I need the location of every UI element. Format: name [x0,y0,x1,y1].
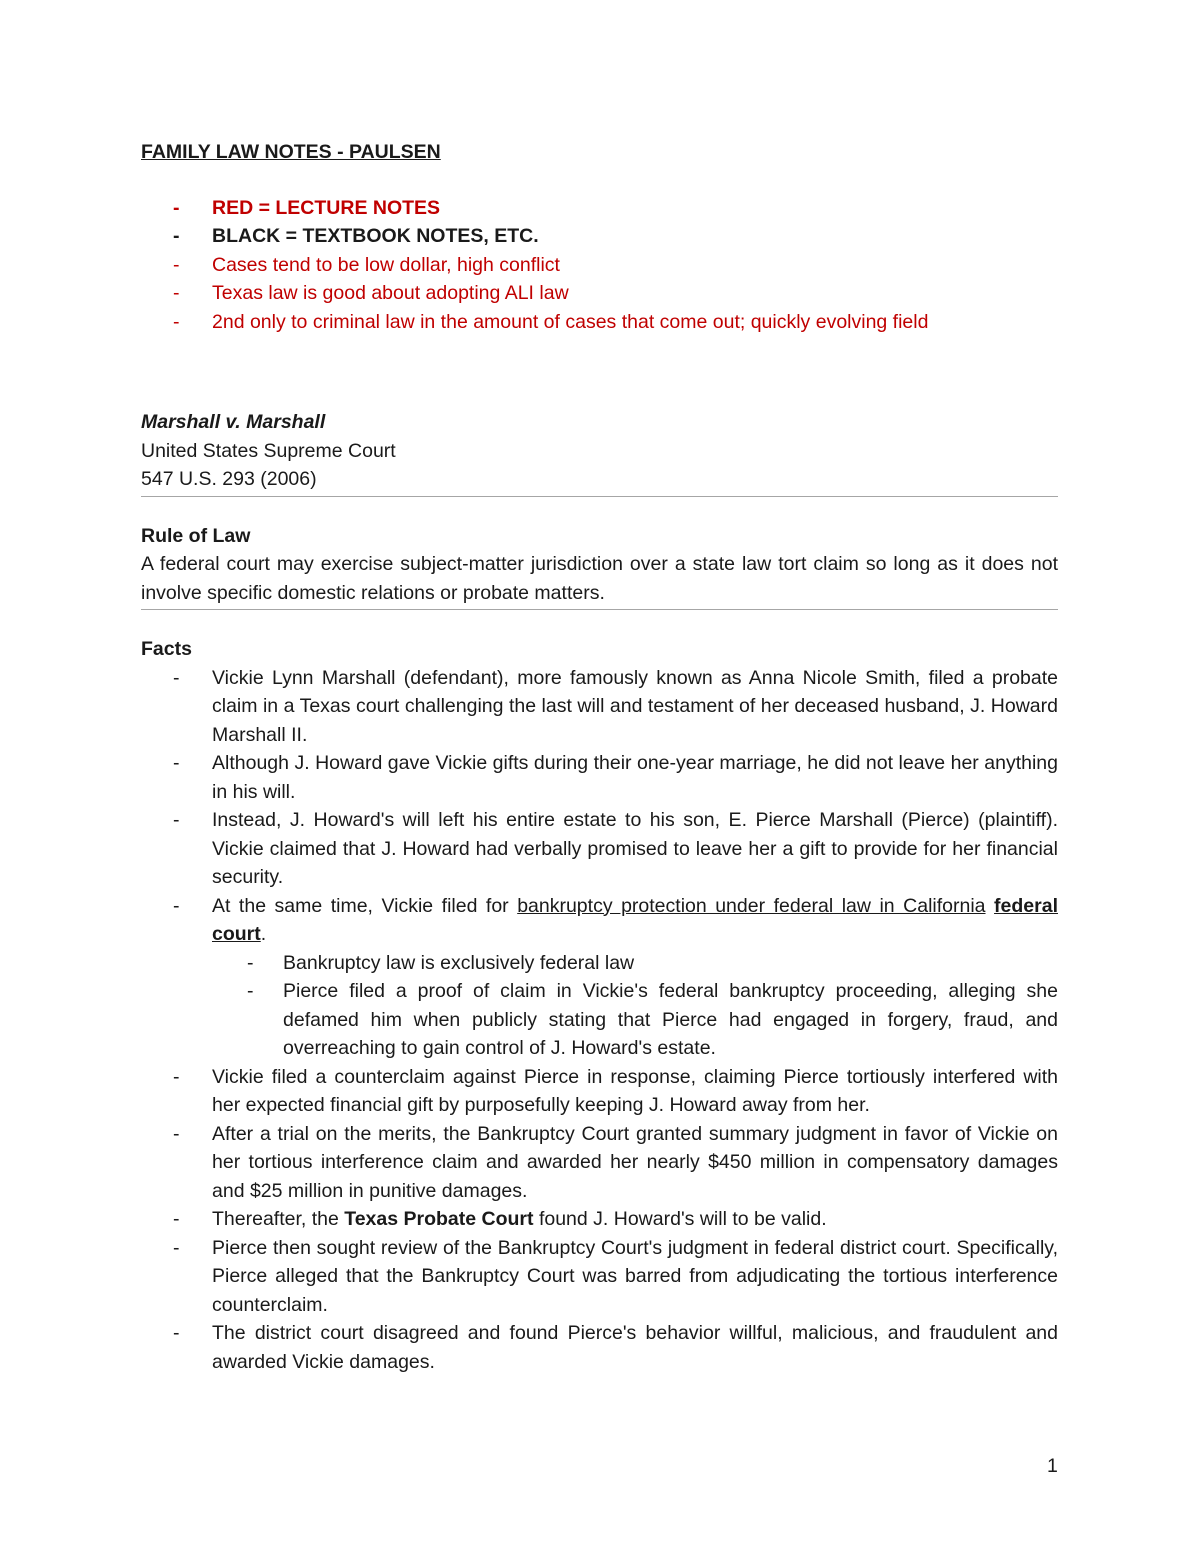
fact-text: Although J. Howard gave Vickie gifts during their one-year marriage, he did not leave her anything in his will. [212,752,1058,803]
case-name: Marshall v. Marshall [141,411,326,433]
fact-bold-text: Texas Probate Court [344,1208,534,1230]
fact-text-part: found J. Howard's will to be valid. [533,1208,827,1230]
bullet-dash: - [173,1065,180,1088]
bullet-dash: - [173,1122,180,1145]
bullet-dash: - [173,809,180,831]
fact-text: After a trial on the merits, the Bankruptcy Court granted summary judgment in favor of Vickie on her tortious interference claim and awarded her nearly $450 million in compensatory damages and $25 million in punitive damages. [212,1122,1058,1202]
fact-text: Instead, J. Howard's will left his entire estate to his son, E. Pierce Marshall (Pierce) (plaintiff). Vickie claimed that J. Howard had verbally promised to leave her a gift to provide for her financial security. [212,809,1058,888]
fact-text-part [986,895,995,917]
bullet-dash: - [173,1208,180,1230]
bullet-dash: - [173,282,180,304]
lecture-note-text: Cases tend to be low dollar, high conflict [212,253,560,276]
fact-item [141,664,1058,750]
fact-item [141,892,1058,1063]
page-number: 1 [1047,1455,1058,1477]
bullet-dash: - [173,752,180,774]
fact-subitem [212,949,1058,978]
bullet-dash: - [173,253,180,276]
bullet-dash: - [173,196,180,219]
lecture-note-item [141,308,1058,337]
case-citation: 547 U.S. 293 (2006) [141,468,317,490]
fact-text-part: Thereafter, the [212,1208,345,1230]
rule-of-law-heading: Rule of Law [141,524,251,547]
bullet-dash: - [173,1236,180,1259]
document-title: FAMILY LAW NOTES - PAULSEN [141,141,441,163]
fact-subitem-text: Pierce filed a proof of claim in Vickie's federal bankruptcy proceeding, alleging she defamed him when publicly stating that Pierce had engaged in forgery, fraud, and overreaching to gain control of J. Howard's estate. [283,980,1058,1059]
fact-text: The district court disagreed and found Pierce's behavior willful, malicious, and fraudulent and awarded Vickie damages. [212,1322,1058,1373]
lecture-note-item [141,279,1058,308]
fact-subitem-text: Bankruptcy law is exclusively federal law [283,951,635,974]
fact-text: Pierce then sought review of the Bankruptcy Court's judgment in federal district court. Specifically, Pierce alleged that the Bankruptcy Court was barred from adjudicating the tortious interference counterclaim. [212,1236,1058,1316]
lecture-note-item [141,251,1058,280]
fact-text-part: . [260,923,267,945]
legend-item [141,194,1058,223]
fact-text: Vickie filed a counterclaim against Pierce in response, claiming Pierce tortiously interfered with her expected financial gift by purposefully keeping J. Howard away from her. [212,1065,1058,1116]
fact-emphasis-text: federal court [212,894,1058,945]
legend-item-text: BLACK = TEXTBOOK NOTES, ETC. [212,225,539,247]
legend-item-text: RED = LECTURE NOTES [212,196,441,219]
bullet-dash: - [173,310,180,333]
bullet-dash: - [173,894,180,917]
fact-item [141,1205,1058,1234]
fact-item [141,749,1058,806]
lecture-note-text: 2nd only to criminal law in the amount of cases that come out; quickly evolving field [212,310,929,333]
fact-item [141,1319,1058,1376]
bullet-dash: - [173,666,180,689]
bullet-dash: - [173,1322,180,1344]
bullet-dash: - [247,951,254,974]
document-body [141,138,1058,1376]
bullet-dash: - [173,225,180,247]
facts-list [141,664,1058,1377]
fact-item [141,1120,1058,1206]
fact-text-part: At the same time, Vickie filed for [212,894,518,917]
fact-item [141,1063,1058,1120]
section-divider [141,609,1058,610]
case-meta [141,437,1058,494]
fact-underlined-text: bankruptcy protection under federal law in California [517,894,986,917]
facts-heading: Facts [141,638,192,660]
case-court: United States Supreme Court [141,439,396,462]
bullet-dash: - [247,980,254,1002]
fact-item [141,1234,1058,1320]
lecture-note-text: Texas law is good about adopting ALI law [212,282,569,304]
fact-subitem [212,977,1058,1063]
rule-of-law-text: A federal court may exercise subject-matter jurisdiction over a state law tort claim so long as it does not involve specific domestic relations or probate matters. [141,553,1058,604]
section-divider [141,496,1058,497]
fact-item [141,806,1058,892]
fact-sublist [212,949,1058,1063]
legend-list [141,194,1058,337]
fact-text: Vickie Lynn Marshall (defendant), more famously known as Anna Nicole Smith, filed a probate claim in a Texas court challenging the last will and testament of her deceased husband, J. Howard Marshall II. [212,666,1058,746]
legend-item [141,222,1058,251]
